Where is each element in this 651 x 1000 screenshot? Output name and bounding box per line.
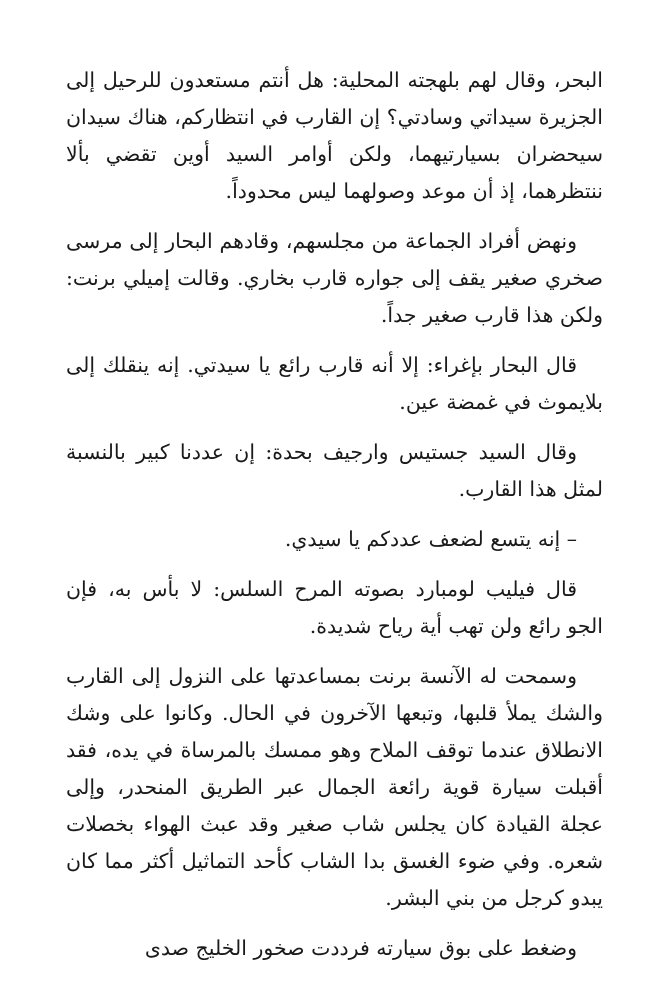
paragraph-5-dialogue: – إنه يتسع لضعف عددكم يا سيدي. (284, 527, 577, 551)
paragraph-6: قال فيليب لومبارد بصوته المرح السلس: لا بأس به، فإن الجو رائع ولن تهب أية رياح شديدة. (66, 577, 603, 638)
paragraph-1: البحر، وقال لهم بلهجته المحلية: هل أنتم مستعدون للرحيل إلى الجزيرة سيداتي وسادتي؟ إن القارب في انتظاركم، هناك سيدان سيحضران بسيارتيهما، ولكن أوامر السيد أوين تقضي بألا ننتظرهما، إذ أن موعد وصولهما ليس محدوداً. (66, 68, 603, 203)
paragraph-3: قال البحار بإغراء: إلا أنه قارب رائع يا سيدتي. إنه ينقلك إلى بلايموث في غمضة عين. (66, 353, 603, 414)
paragraph-8: وضغط على بوق سيارته فرددت صخور الخليج صدى (144, 936, 577, 960)
paragraph-4: وقال السيد جستيس وارجيف بحدة: إن عددنا كبير بالنسبة لمثل هذا القارب. (66, 440, 603, 501)
paragraph-7: وسمحت له الآنسة برنت بمساعدتها على النزول إلى القارب والشك يملأ قلبها، وتبعها الآخرون في الحال. وكانوا على وشك الانطلاق عندما توقف الملاح وهو ممسك بالمرساة في يده، فقد أقبلت سيارة قوية رائعة الجمال عبر الطريق المنحدر، وإلى عجلة القيادة كان يجلس شاب صغير وقد عبث الهواء بخصلات شعره. وفي ضوء الغسق بدا الشاب كأحد التماثيل أكثر مما كان يبدو كرجل من بني البشر. (66, 664, 603, 910)
paragraph-2: ونهض أفراد الجماعة من مجلسهم، وقادهم البحار إلى مرسى صخري صغير يقف إلى جواره قارب بخاري. وقالت إميلي برنت: ولكن هذا قارب صغير جداً. (66, 229, 603, 327)
